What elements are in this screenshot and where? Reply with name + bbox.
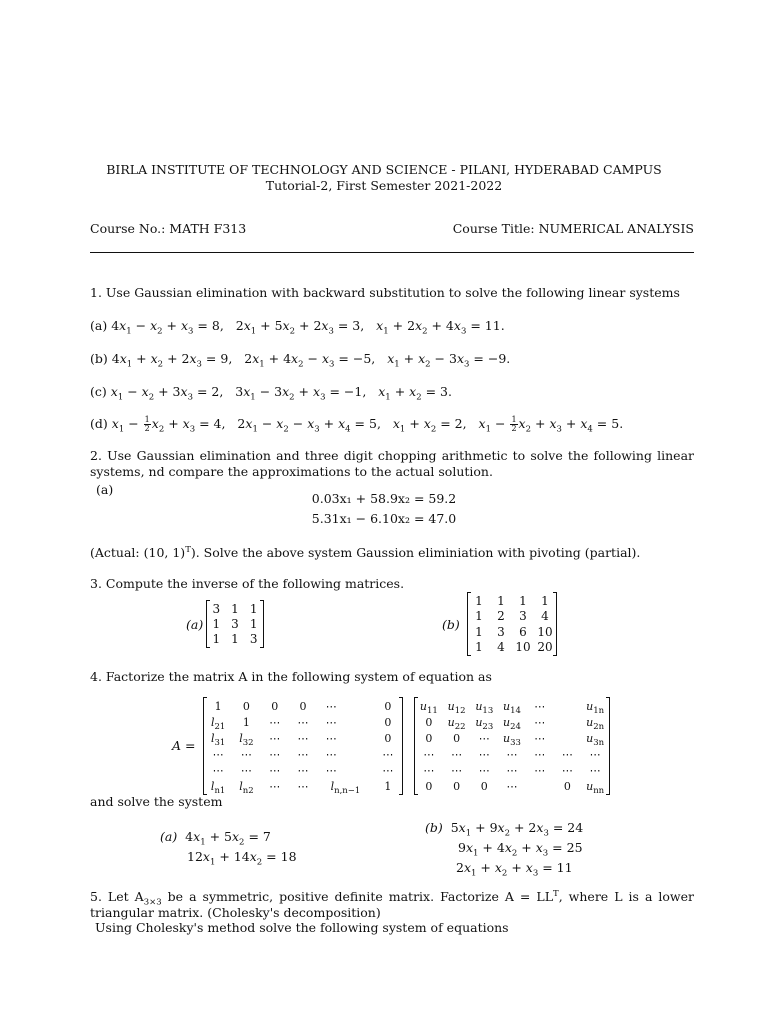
q2-prompt: 2. Use Gaussian elimination and three digit chopping arithmetic to solve the following linear systems, nd compare the approximations to the actual solution. xyxy=(90,448,694,479)
q3-matrix-b-cell-0-2: 1 xyxy=(519,593,527,608)
q3-matrix-b-cell-3-1: 4 xyxy=(497,640,505,655)
q3-matrix-b-cell-0-0: 1 xyxy=(475,593,483,608)
q4-matrix-u xyxy=(414,698,610,794)
q3-matrix-a-cell-2-2: 3 xyxy=(249,632,258,647)
q1-prompt: 1. Use Gaussian elimination with backward substitution to solve the following linear systems xyxy=(90,285,680,300)
q3-matrix-b-cell-3-3: 20 xyxy=(537,640,553,655)
q5-prompt-line2: Using Cholesky's method solve the following system of equations xyxy=(95,920,509,935)
q3-matrix-b-cell-3-0: 1 xyxy=(475,640,483,655)
q1-a-label: (a) xyxy=(90,318,108,333)
q2-eq1: 0.03x₁ + 58.9x₂ = 59.2 xyxy=(311,491,457,506)
q4-system-a-eq2: $12x_1 + 14x_2 = 18$ xyxy=(187,849,297,868)
course-number: Course No.: MATH F313 xyxy=(90,221,247,236)
q3-a-label: (a) xyxy=(186,617,204,632)
q4-b-label: (b) xyxy=(425,820,443,835)
q4-a-label: (a) xyxy=(160,829,178,844)
q3-matrix-b-cell-1-1: 2 xyxy=(497,609,505,624)
q4-system-b: (b) $5x_1 + 9x_2 + 2x_3 = 24$ xyxy=(425,820,584,839)
q3-matrix-b-cell-1-3: 4 xyxy=(541,609,549,624)
q4-lhs: A = xyxy=(172,738,196,753)
q3-matrix-b-cell-2-2: 6 xyxy=(519,624,527,639)
q1-d-label: (d) xyxy=(90,416,108,431)
q1-part-b: (b) $4x_1 + x_2 + 2x_3 = 9$, $2x_1 + 4x_2 - x_3 = -5$, $x_1 + x_2 - 3x_3 = -9$. xyxy=(90,351,511,370)
q5-prompt: 5. Let $A_{3\times 3}$ be a symmetric, positive definite matrix. Factorize $A = LL^T$, where L is a lower triangular matrix. (Cholesky's decomposition) xyxy=(90,888,694,920)
q4-system-b-eq3: $2x_1 + x_2 + x_3 = 11$ xyxy=(456,860,573,879)
q3-matrix-a-cell-0-2: 1 xyxy=(249,601,258,616)
q3-matrix-b-cells xyxy=(468,593,556,655)
tutorial-subtitle: Tutorial-2, First Semester 2021-2022 xyxy=(265,178,503,193)
q1-b-label: (b) xyxy=(90,351,108,366)
q4-prompt: 4. Factorize the matrix A in the following system of equation as xyxy=(90,669,492,684)
header-divider xyxy=(90,252,694,253)
q3-b-label: (b) xyxy=(442,617,460,632)
q3-matrix-b-cell-2-0: 1 xyxy=(475,624,483,639)
q4-system-b-eq2: $9x_1 + 4x_2 + x_3 = 25$ xyxy=(458,840,583,859)
q3-matrix-b-cell-0-1: 1 xyxy=(497,593,505,608)
q3-matrix-b xyxy=(467,593,557,655)
q4-system-a: (a) $4x_1 + 5x_2 = 7$ xyxy=(160,829,271,848)
q3-matrix-a-cell-1-1: 3 xyxy=(231,616,239,631)
q3-matrix-b-cell-0-3: 1 xyxy=(541,593,549,608)
q2-eq2: 5.31x₁ − 6.10x₂ = 47.0 xyxy=(311,511,457,526)
q4-matrix-l xyxy=(203,698,403,794)
q3-matrix-a-cell-2-0: 1 xyxy=(212,632,221,647)
q1-c-label: (c) xyxy=(90,384,107,399)
q4-matrix-u-cells: $u_{11}$ $u_{12}$ $u_{13}$ $u_{14}$ ⋯ $u_{1n}$ 0 $u_{22}$ $u_{23}$ $u_{24}$ ⋯ $u_{2n}$ 0 0 ⋯ $u_{33}$ ⋯ $u_{3n}$ ⋯ ⋯ ⋯ ⋯ ⋯ ⋯ ⋯ ⋯ ⋯ ⋯ ⋯ ⋯ ⋯ ⋯ 0 0 0 ⋯ 0 $u_{nn}$ xyxy=(419,699,605,796)
q3-matrix-a-cell-1-0: 1 xyxy=(212,616,221,631)
q3-matrix-b-cell-1-2: 3 xyxy=(519,609,527,624)
q3-matrix-a-cell-0-1: 1 xyxy=(231,601,239,616)
q3-matrix-b-cell-3-2: 10 xyxy=(515,640,531,655)
course-title: Course Title: NUMERICAL ANALYSIS xyxy=(452,221,694,236)
q3-matrix-b-cell-2-1: 3 xyxy=(497,624,505,639)
q3-matrix-b-cell-1-0: 1 xyxy=(475,609,483,624)
q3-matrix-a-cell-1-2: 1 xyxy=(249,616,258,631)
q3-matrix-a xyxy=(206,601,264,647)
q2-actual: (Actual: (10, 1)$^T$). Solve the above system Gaussion eliminiation with pivoting (partial). xyxy=(90,544,641,560)
institute-name: BIRLA INSTITUTE OF TECHNOLOGY AND SCIENCE - PILANI, HYDERABAD CAMPUS xyxy=(106,162,662,177)
q3-prompt: 3. Compute the inverse of the following matrices. xyxy=(90,576,405,591)
q3-matrix-a-cell-0-0: 3 xyxy=(212,601,221,616)
q3-matrix-a-cells xyxy=(207,601,263,647)
q1-part-c: (c) $x_1 - x_2 + 3x_3 = 2$, $3x_1 - 3x_2 + x_3 = -1$, $x_1 + x_2 = 3$. xyxy=(90,384,452,403)
q1-part-d: (d) $x_1$ − 1 2 $x_2 + x_3 = 4$, $2x_1 - x_2 - x_3 + x_4 = 5$, $x_1 + x_2 = 2$, $x_1$ − 1 2 $x_2 + x_3 + x_4 = 5$. xyxy=(90,415,624,435)
q3-matrix-a-cell-2-1: 1 xyxy=(231,632,239,647)
q4-matrix-l-cells: 1 0 0 0 ⋯ 0 $l_{21}$ 1 ⋯ ⋯ ⋯ 0 $l_{31}$ $l_{32}$ ⋯ ⋯ ⋯ 0 ⋯ ⋯ ⋯ ⋯ ⋯ ⋯ ⋯ ⋯ ⋯ ⋯ ⋯ ⋯ $l_{n1}$ $l_{n2}$ ⋯ ⋯ $l_{n,n-1}$ 1 xyxy=(210,699,394,796)
q3-matrix-b-cell-2-3: 10 xyxy=(537,624,553,639)
q4-solve-text: and solve the system xyxy=(90,794,223,809)
q2-a-label: (a) xyxy=(96,482,114,497)
q1-part-a: (a) $4x_1 - x_2 + x_3 = 8$, $2x_1 + 5x_2 + 2x_3 = 3$, $x_1 + 2x_2 + 4x_3 = 11$. xyxy=(90,318,505,337)
